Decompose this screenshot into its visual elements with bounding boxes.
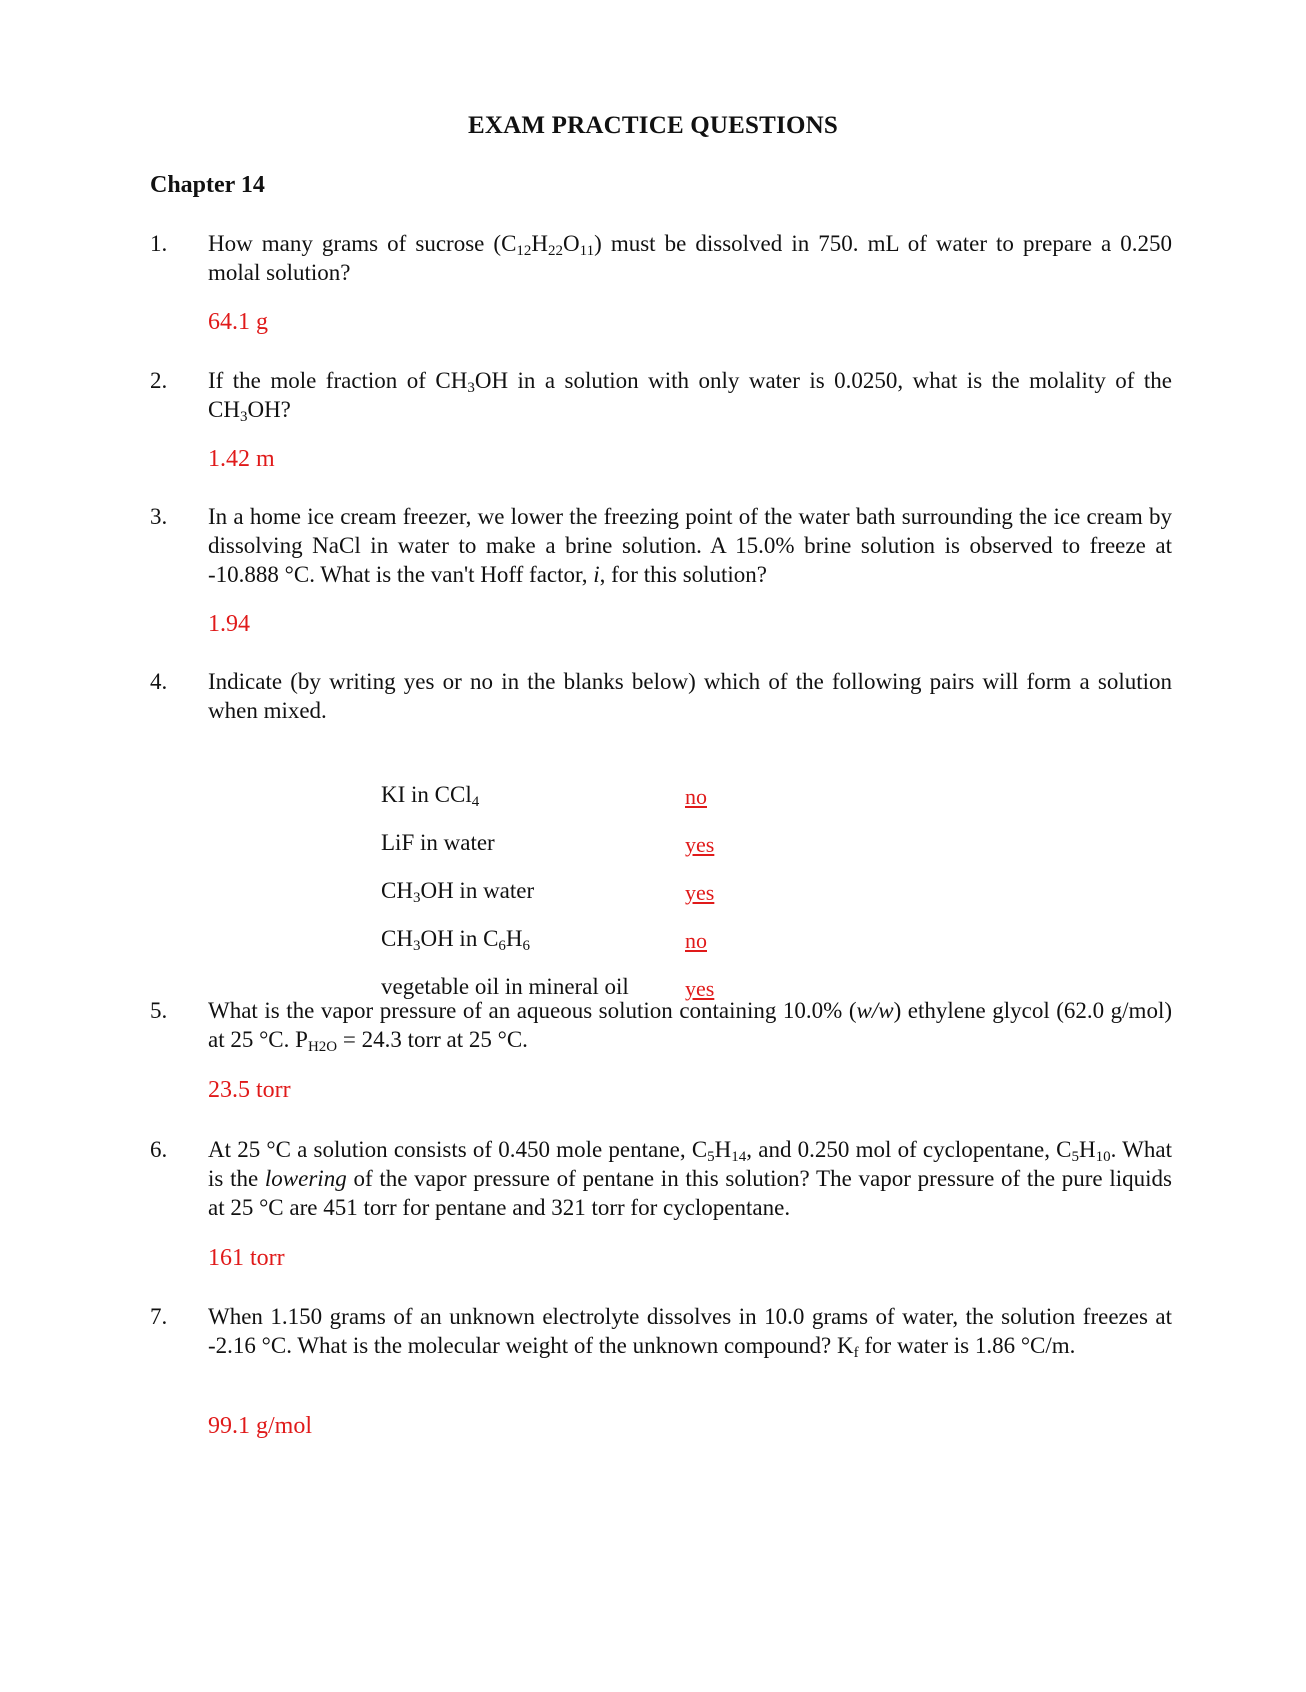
pair-row [381, 926, 801, 974]
answer-3: 1.94 [208, 611, 250, 637]
pairs-list [381, 782, 801, 1022]
question-number: 4. [150, 669, 168, 694]
pair-answer: yes [685, 880, 715, 905]
question-number: 3. [150, 504, 168, 529]
chapter-heading: Chapter 14 [150, 172, 265, 198]
answer-5: 23.5 torr [208, 1077, 291, 1103]
question-4 [150, 667, 1172, 725]
page-title: EXAM PRACTICE QUESTIONS [468, 112, 838, 139]
pair-answer: no [685, 928, 707, 953]
question-3 [150, 502, 1172, 589]
question-text: In a home ice cream freezer, we lower the freezing point of the water bath surrounding the ice cream by dissolving NaCl in water to make a brine solution. A 15.0% brine solution is observed to freeze at -10.888 °C. What is the van't Hoff factor, i, for this solution? [208, 504, 1172, 587]
question-text: If the mole fraction of $CH_3OH$ in a solution with only water is 0.0250, what is the molality of the $CH_3OH$? [208, 368, 1173, 425]
question-number: 2. [150, 368, 168, 393]
answer-2: 1.42 m [208, 446, 275, 472]
answer-1: 64.1 g [208, 309, 268, 335]
pair-label: $CH_3OH$ in water [381, 878, 535, 906]
pair-label: vegetable oil in mineral oil [381, 974, 629, 999]
pair-row [381, 782, 801, 830]
question-2 [150, 366, 1172, 424]
question-5 [150, 996, 1172, 1054]
pair-label: LiF in water [381, 830, 495, 855]
question-number: 7. [150, 1304, 168, 1329]
pair-answer: no [685, 784, 707, 809]
question-number: 6. [150, 1137, 168, 1162]
pair-label: $CH_3OH$ in $C_6H_6$ [381, 926, 531, 954]
question-text: When 1.150 grams of an unknown electrolyte dissolves in 10.0 grams of water, the solution freezes at -2.16 °C. What is the molecular weight of the unknown compound? $K_f$ for water is 1.86 °C/m. [208, 1304, 1172, 1361]
pair-row [381, 878, 801, 926]
question-text: Indicate (by writing yes or no in the blanks below) which of the following pairs will form a solution when mixed. [208, 669, 1172, 723]
question-number: 5. [150, 998, 168, 1023]
pair-answer: yes [685, 976, 715, 1001]
question-text: What is the vapor pressure of an aqueous solution containing 10.0% (w/w) ethylene glycol (62.0 g/mol) at 25 °C. $P_{H2O} = 24.3$ torr at 25 °C. [208, 998, 1172, 1055]
pair-row [381, 830, 801, 878]
answer-7: 99.1 g/mol [208, 1413, 313, 1439]
question-7 [150, 1302, 1172, 1360]
question-text: At 25 °C a solution consists of 0.450 mole pentane, $C_5H_{14}$, and 0.250 mol of cyclopentane, $C_5H_{10}$. What is the lowering of the vapor pressure of pentane in this solution? The vapor pressure of the pure liquids at 25 °C are 451 torr for pentane and 321 torr for cyclopentane. [208, 1137, 1172, 1220]
question-number: 1. [150, 231, 168, 256]
pair-answer: yes [685, 832, 715, 857]
answer-6: 161 torr [208, 1245, 285, 1271]
pair-label: KI in CCl$_4$ [381, 782, 480, 810]
question-1 [150, 229, 1172, 287]
question-text: How many grams of sucrose $(C_{12}H_{22}O_{11})$ must be dissolved in 750. mL of water to prepare a 0.250 molal solution? [208, 231, 1172, 285]
question-6 [150, 1135, 1172, 1222]
